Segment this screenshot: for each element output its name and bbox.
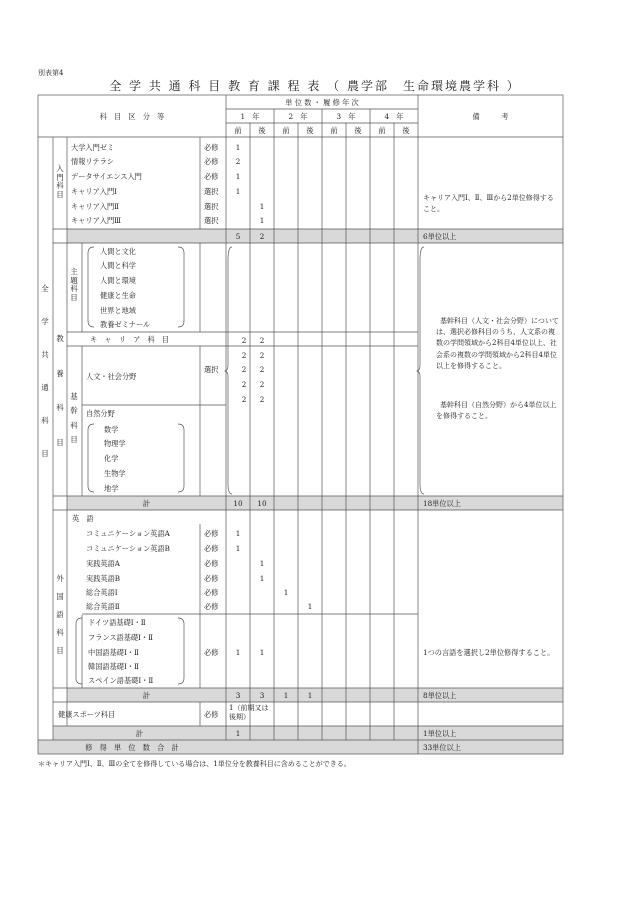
english-name: 総合英語Ⅱ bbox=[86, 602, 120, 611]
english-cell: 1 bbox=[259, 574, 265, 583]
intro-note: キャリア入門Ⅰ、Ⅱ、Ⅲから2単位修得すること。 bbox=[423, 194, 554, 214]
group-nyumon: 入門科目 bbox=[56, 164, 64, 199]
english-type: 必修 bbox=[204, 602, 219, 611]
sports-total-note: 1単位以上 bbox=[423, 729, 457, 738]
lang-total-note: 8単位以上 bbox=[423, 691, 457, 700]
kikan-credit: 2 bbox=[241, 380, 247, 389]
kikan-credit: 2 bbox=[259, 380, 265, 389]
lang-item: フランス語基礎Ⅰ・Ⅱ bbox=[88, 633, 154, 642]
jinbun-label: 人文・社会分野 bbox=[86, 372, 137, 381]
intro-y1a: 1 bbox=[235, 143, 241, 152]
sports-type: 必修 bbox=[204, 710, 219, 719]
group-shudai: 主題科目 bbox=[70, 267, 78, 302]
kikan-note-1: 基幹科目（人文・社会分野）については、選択必修科目のうち、人文系の複数の学問領域から2科目4単位以上、社会系の複数の学問領域から2科目4単位以上を修得すること。 bbox=[436, 317, 559, 370]
english-name: コミュニケーション英語A bbox=[86, 529, 170, 538]
group-zenkyo: 全学共通科目 bbox=[41, 284, 49, 458]
intro-type: 必修 bbox=[204, 157, 219, 166]
header-year-1: 1 年 bbox=[240, 112, 260, 121]
intro-name: キャリア入門Ⅱ bbox=[71, 202, 120, 211]
sports-name: 健康スポーツ科目 bbox=[58, 710, 116, 719]
header-year-4: 4 年 bbox=[384, 112, 404, 121]
english-type: 必修 bbox=[204, 588, 219, 597]
theme-item: 教養ゼミナール bbox=[100, 320, 151, 329]
header-sem: 後 bbox=[354, 126, 362, 135]
group-gaikoku: 外国語科目 bbox=[56, 574, 64, 655]
english-type: 必修 bbox=[204, 559, 219, 568]
intro-type: 選択 bbox=[204, 187, 219, 196]
intro-name: キャリア入門Ⅰ bbox=[71, 187, 117, 196]
intro-total-note: 6単位以上 bbox=[423, 232, 457, 241]
intro-name: 大学入門ゼミ bbox=[71, 143, 115, 152]
intro-name: 情報リテラシ bbox=[71, 157, 114, 166]
page-title: 全 学 共 通 科 目 教 育 課 程 表 （ 農学部 生命環境農学科 ） bbox=[109, 79, 521, 93]
header-sem: 前 bbox=[378, 126, 386, 135]
lang-total-cell: 1 bbox=[283, 691, 289, 700]
header-sem: 前 bbox=[330, 126, 338, 135]
lang-credit: 1 bbox=[235, 648, 241, 657]
lang-total-cell: 3 bbox=[235, 691, 241, 700]
kyoyo-total-note: 18単位以上 bbox=[423, 499, 461, 508]
intro-y1b: 1 bbox=[259, 216, 265, 225]
shizen-label: 自然分野 bbox=[86, 409, 115, 418]
intro-total-y1b: 2 bbox=[259, 232, 265, 241]
kikan-credit: 2 bbox=[259, 395, 265, 404]
shizen-item: 物理学 bbox=[104, 439, 126, 448]
english-name: 総合英語Ⅰ bbox=[86, 588, 118, 597]
english-cell: 1 bbox=[307, 602, 313, 611]
english-name: コミュニケーション英語B bbox=[86, 544, 170, 553]
kikan-credit: 2 bbox=[241, 395, 247, 404]
header-sem: 前 bbox=[234, 126, 242, 135]
lang-credit: 1 bbox=[259, 648, 265, 657]
lang-total-cell: 1 bbox=[307, 691, 313, 700]
kikan-credit: 2 bbox=[241, 336, 247, 345]
lang-type: 必修 bbox=[204, 648, 219, 657]
theme-item: 世界と地域 bbox=[100, 306, 136, 315]
english-cell: 1 bbox=[235, 529, 241, 538]
english-cell: 1 bbox=[259, 559, 265, 568]
english-type: 必修 bbox=[204, 529, 219, 538]
lang-item: 韓国語基礎Ⅰ・Ⅱ bbox=[88, 662, 139, 671]
lang-item: ドイツ語基礎Ⅰ・Ⅱ bbox=[88, 618, 146, 627]
lang-note: 1つの言語を選択し2単位修得すること。 bbox=[423, 648, 555, 657]
lang-total-cell: 3 bbox=[259, 691, 265, 700]
shizen-item: 生物学 bbox=[104, 469, 126, 478]
lang-item: 中国語基礎Ⅰ・Ⅱ bbox=[88, 648, 139, 657]
shizen-item: 化学 bbox=[104, 454, 119, 463]
english-type: 必修 bbox=[204, 544, 219, 553]
kikan-credit: 2 bbox=[259, 365, 265, 374]
intro-type: 選択 bbox=[204, 202, 219, 211]
kikan-credit: 2 bbox=[259, 336, 265, 345]
sports-credit: 1（前期又は後期） bbox=[229, 704, 269, 721]
header-year-2: 2 年 bbox=[288, 112, 308, 121]
english-name: 実践英語B bbox=[86, 574, 121, 583]
kikan-note-2: 基幹科目（自然分野）から4単位以上を修得すること。 bbox=[436, 401, 557, 421]
intro-y1a: 1 bbox=[235, 187, 241, 196]
kikan-credit: 2 bbox=[241, 351, 247, 360]
grand-total-label: 修 得 単 位 数 合 計 bbox=[85, 743, 179, 752]
theme-item: 人間と科学 bbox=[100, 261, 136, 270]
sports-total-label: 計 bbox=[135, 729, 144, 738]
group-kikan: 基幹科目 bbox=[70, 392, 78, 444]
kyoyo-total-y1b: 10 bbox=[257, 499, 267, 508]
intro-y1a: 1 bbox=[235, 172, 241, 181]
group-kyoyo: 教養科目 bbox=[56, 334, 64, 447]
header-sem: 後 bbox=[306, 126, 314, 135]
kikan-credit: 2 bbox=[259, 351, 265, 360]
intro-type: 選択 bbox=[204, 216, 219, 225]
header-category: 科 目 区 分 等 bbox=[99, 112, 165, 121]
english-header: 英 語 bbox=[72, 514, 94, 523]
career-label: キ ャ リ ア 科 目 bbox=[90, 335, 170, 344]
sports-total-credit: 1 bbox=[235, 729, 241, 738]
theme-item: 健康と生命 bbox=[100, 291, 136, 300]
header-credits: 単 位 数 ・ 履 修 年 次 bbox=[285, 98, 359, 107]
header-sem: 後 bbox=[258, 126, 266, 135]
intro-type: 必修 bbox=[204, 172, 219, 181]
english-cell: 1 bbox=[235, 544, 241, 553]
intro-y1b: 1 bbox=[259, 202, 265, 211]
intro-total-y1a: 5 bbox=[235, 232, 241, 241]
intro-y1a: 2 bbox=[235, 157, 241, 166]
header-year-3: 3 年 bbox=[336, 112, 356, 121]
shizen-item: 数学 bbox=[104, 425, 119, 434]
shizen-item: 地学 bbox=[104, 484, 119, 493]
kyoyo-total-label: 計 bbox=[142, 499, 151, 508]
kyoyo-total-y1a: 10 bbox=[233, 499, 243, 508]
footnote: ＊キャリア入門Ⅰ、Ⅱ、Ⅲの全てを修得している場合は、1単位分を教養科目に含めることができる。 bbox=[38, 760, 351, 768]
intro-type: 必修 bbox=[204, 143, 219, 152]
english-name: 実践英語A bbox=[86, 559, 120, 568]
theme-item: 人間と文化 bbox=[100, 247, 136, 256]
grand-total-note: 33単位以上 bbox=[423, 743, 461, 752]
lang-item: スペイン語基礎Ⅰ・Ⅱ bbox=[88, 676, 154, 685]
kikan-credit: 2 bbox=[241, 365, 247, 374]
intro-name: キャリア入門Ⅲ bbox=[71, 216, 122, 225]
lang-total-label: 計 bbox=[142, 691, 151, 700]
english-cell: 1 bbox=[283, 588, 289, 597]
header-sem: 後 bbox=[402, 126, 410, 135]
header-remarks: 備 考 bbox=[472, 112, 509, 121]
doc-label: 別表第4 bbox=[38, 69, 64, 77]
english-type: 必修 bbox=[204, 574, 219, 583]
intro-name: データサイエンス入門 bbox=[71, 172, 142, 181]
kikan-type: 選択 bbox=[204, 365, 219, 374]
theme-item: 人間と環境 bbox=[100, 276, 136, 285]
header-sem: 前 bbox=[282, 126, 290, 135]
